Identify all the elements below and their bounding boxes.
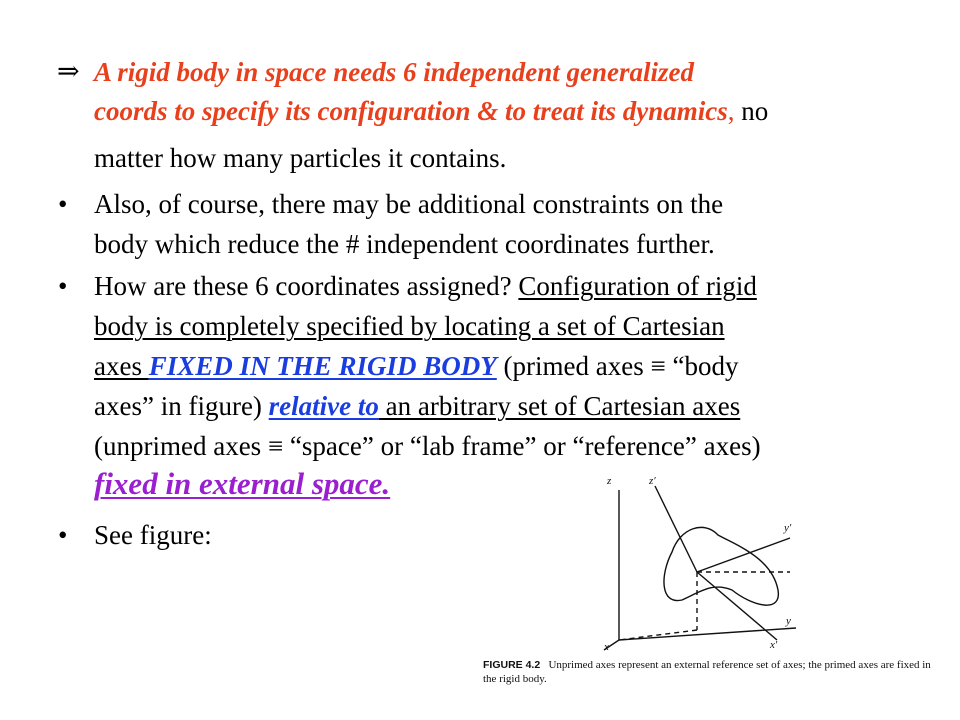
b2-fixed-external: fixed in external space. [94,466,391,501]
figure-caption [483,658,933,686]
b1-line2: body which reduce the # independent coordinates further. [94,229,715,259]
implies-arrow: ⇒ [57,56,80,87]
label-xp: x′ [770,639,778,651]
b2-underlined-2: body is completely specified by locating a set of Cartesian [94,311,725,341]
b2-line4 [94,386,740,426]
b2-line3 [94,346,738,386]
p1-tail: no [734,96,769,126]
p1-line1 [94,52,694,92]
caption-text: Unprimed axes represent an external reference set of axes; the primed axes are fixed in the rigid body. [483,659,931,685]
label-yp: y′ [784,522,792,534]
p1-red-text-2: coords to specify its configuration & to treat its dynamics [94,96,728,126]
b1-line1: Also, of course, there may be additional constraints on the [94,189,724,219]
p1-line2 [94,91,768,131]
bullet-2: • [58,271,68,301]
b2-relative-to: relative to [268,391,379,421]
xp-axis [697,572,777,640]
b2-line6 [94,464,390,505]
b2-primed: (primed axes ≡ “body [496,351,739,381]
b2-arbitrary: an arbitrary set of Cartesian axes [378,391,741,421]
p1-red-text-1: A rigid body in space needs 6 independent generalized [94,57,694,87]
b2-fixed-in-body: FIXED IN THE RIGID BODY [148,351,497,381]
label-zp: z′ [649,475,656,487]
b3-line1: See figure: [94,520,212,550]
label-y: y [786,615,791,627]
b2-line5: (unprimed axes ≡ “space” or “lab frame” or “reference” axes) [94,431,761,461]
b2-underlined-1: Configuration of rigid [518,271,757,301]
b2-axes: axes [94,351,149,381]
b2-line2 [94,306,725,346]
b2-line1 [94,266,757,306]
bullet-3: • [58,520,68,550]
b2-body-axes: axes” in figure) [94,391,269,421]
bullet-1: • [58,189,68,219]
b2-question: How are these 6 coordinates assigned? [94,271,519,301]
p1-line3: matter how many particles it contains. [94,143,507,173]
label-x: x [604,641,609,653]
label-z: z [607,475,612,487]
caption-label: FIGURE 4.2 [483,659,541,671]
yp-axis [697,538,790,572]
p1-comma: , [727,96,735,126]
